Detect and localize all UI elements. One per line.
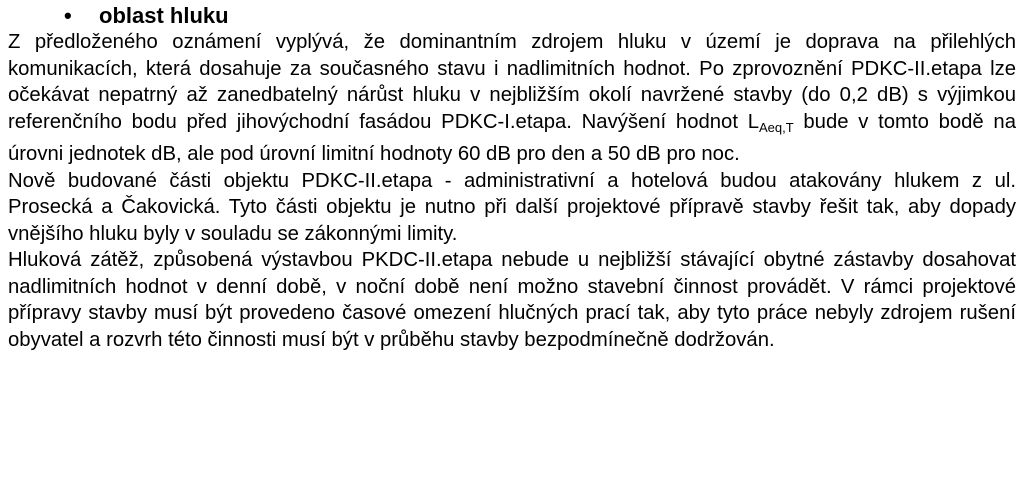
paragraph-construction-noise: Hluková zátěž, způsobená výstavbou PKDC-II.etapa nebude u nejbližší stávající obytné zástavby dosahovat nadlimitních hodnot v denní době, v noční době není možno stavební činnost provádět. V rámci projektové přípravy stavby musí být provedeno časové omezení hlučných prací tak, aby tyto práce nebyly zdrojem rušení obyvatel a rozvrh této činnosti musí být v průběhu stavby bezpodmínečně dodržován. xyxy=(8,249,1016,351)
section-heading xyxy=(8,3,1016,29)
paragraph-noise-source xyxy=(8,29,1016,168)
section-title: oblast hluku xyxy=(99,3,229,28)
subscript-aeq: Aeq,T xyxy=(758,119,794,135)
bullet-icon: • xyxy=(64,3,72,28)
paragraph-new-parts: Nově budované části objektu PDKC-II.etapa - administrativní a hotelová budou atakovány hlukem z ul. Prosecká a Čakovická. Tyto části objektu je nutno při další projektové přípravě stavby řešit tak, aby dopady vnějšího hluku byly v souladu se zákonnými limity. xyxy=(8,169,1016,245)
paragraph-text: bude v tomto bodě na úrovni jednotek dB, ale pod úrovní limitní hodnoty 60 dB pro den a 50 dB pro noc. xyxy=(8,110,1016,165)
paragraph-text: Z předloženého oznámení vyplývá, že dominantním zdrojem hluku v území je doprava na přilehlých komunikacích, která dosahuje za současného stavu i nadlimitních hodnot. Po zprovoznění PDKC-II.etapa lze očekávat nepatrný až zanedbatelný nárůst hluku v nejbližším okolí navržené stavby (do 0,2 dB) s výjimkou referenčního bodu před jihovýchodní fasádou PDKC-I.etapa. Navýšení hodnot L xyxy=(8,31,1016,133)
